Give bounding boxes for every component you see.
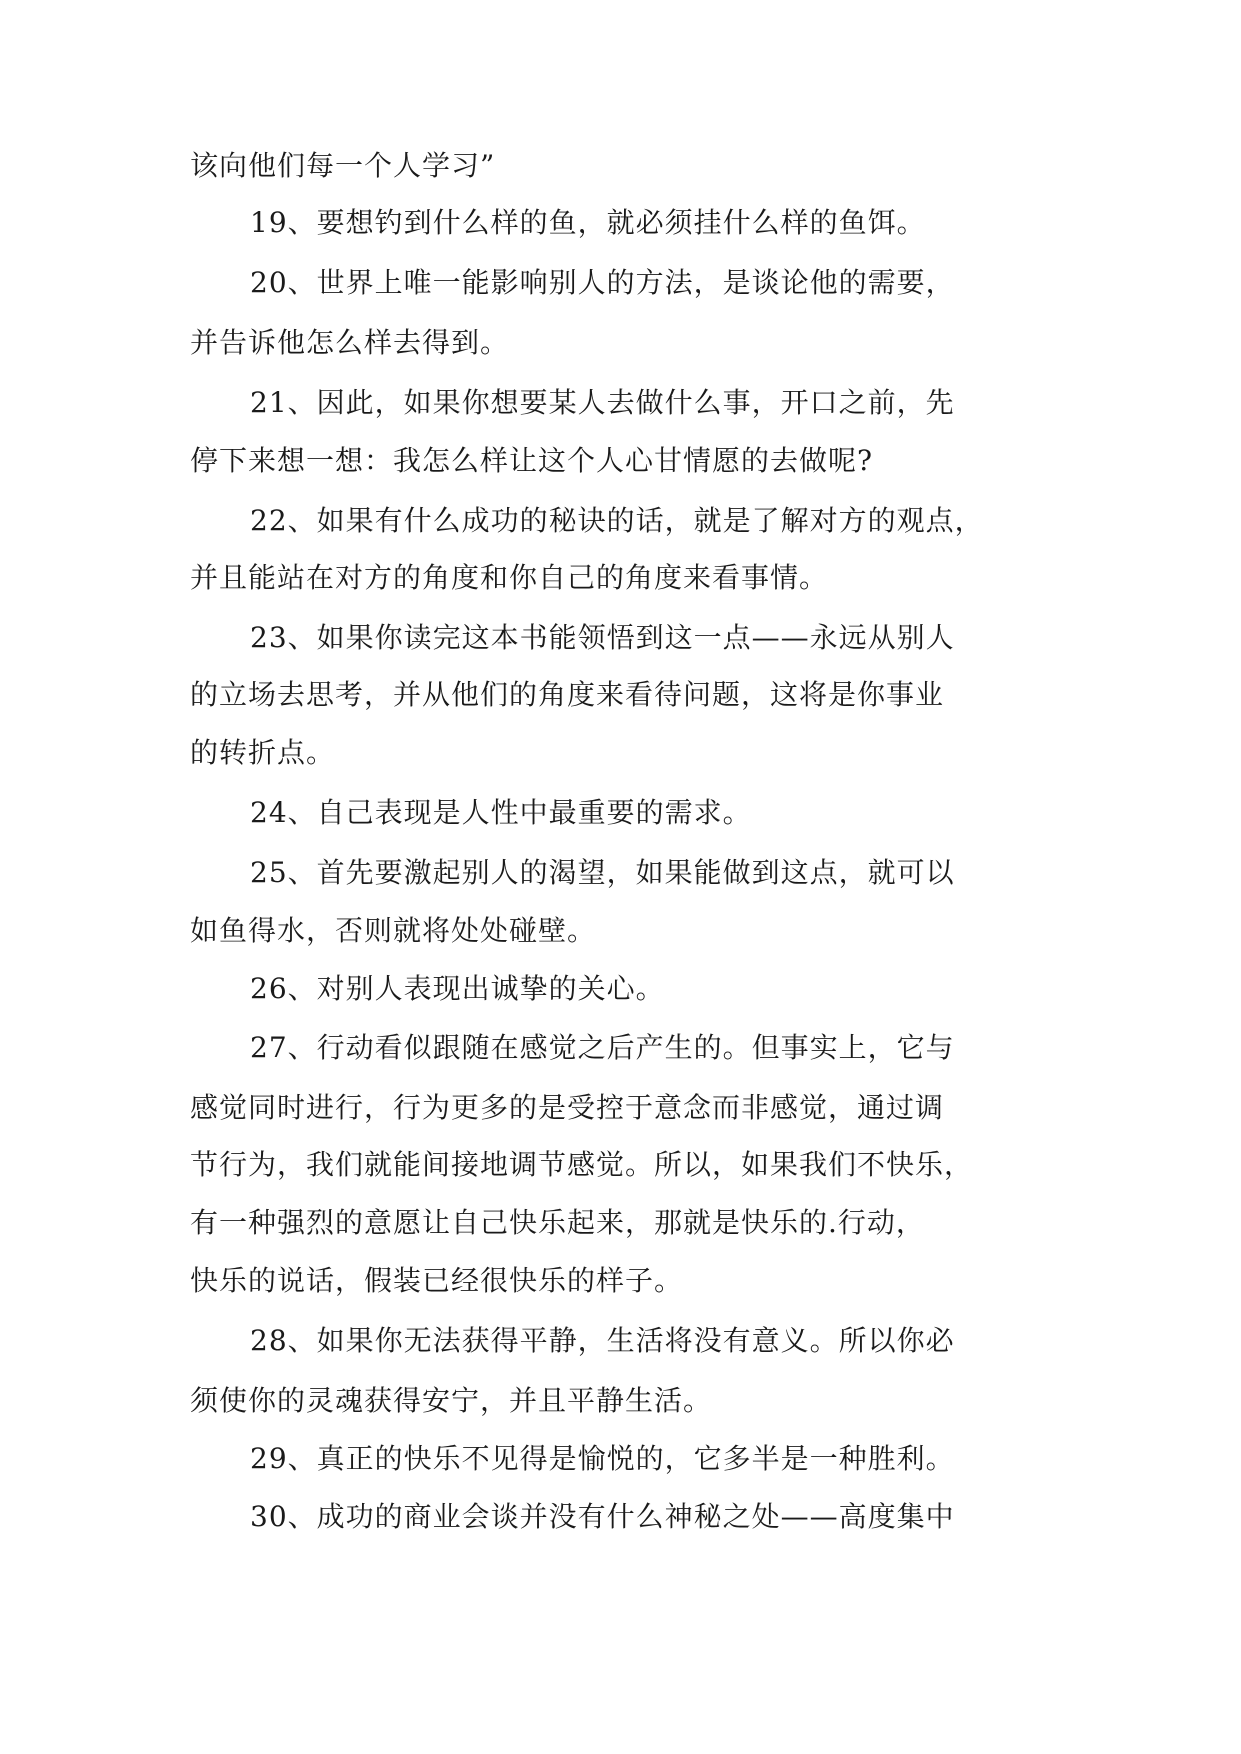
text-line: 该向他们每一个人学习”: [190, 149, 496, 182]
text-line: 快乐的说话，假装已经很快乐的样子。: [190, 1264, 684, 1297]
text-line: 19、要想钓到什么样的鱼，就必须挂什么样的鱼饵。: [250, 206, 926, 239]
text-line: 23、如果你读完这本书能领悟到这一点——永远从别人: [250, 621, 955, 654]
text-line: 28、如果你无法获得平静，生活将没有意义。所以你必: [250, 1324, 955, 1357]
text-line: 26、对别人表现出诚挚的关心。: [250, 972, 665, 1005]
text-line: 21、因此，如果你想要某人去做什么事，开口之前，先: [250, 386, 955, 419]
text-line: 有一种强烈的意愿让自己快乐起来，那就是快乐的.行动，: [190, 1206, 925, 1239]
text-line: 25、首先要激起别人的渴望，如果能做到这点，就可以: [250, 856, 955, 889]
text-line: 须使你的灵魂获得安宁，并且平静生活。: [190, 1384, 713, 1417]
text-line: 30、成功的商业会谈并没有什么神秘之处——高度集中: [250, 1500, 955, 1533]
text-line: 节行为，我们就能间接地调节感觉。所以，如果我们不快乐，: [190, 1148, 974, 1181]
text-line: 24、自己表现是人性中最重要的需求。: [250, 796, 752, 829]
text-line: 27、行动看似跟随在感觉之后产生的。但事实上，它与: [250, 1031, 955, 1064]
text-line: 感觉同时进行，行为更多的是受控于意念而非感觉，通过调: [190, 1091, 945, 1124]
text-line: 并告诉他怎么样去得到。: [190, 326, 510, 359]
text-line: 并且能站在对方的角度和你自己的角度来看事情。: [190, 561, 829, 594]
text-line: 如鱼得水，否则就将处处碰壁。: [190, 914, 597, 947]
text-line: 的转折点。: [190, 736, 336, 769]
text-line: 的立场去思考，并从他们的角度来看待问题，这将是你事业: [190, 678, 945, 711]
text-line: 29、真正的快乐不见得是愉悦的，它多半是一种胜利。: [250, 1442, 955, 1475]
text-line: 停下来想一想：我怎么样让这个人心甘情愿的去做呢?: [190, 444, 874, 477]
text-line: 22、如果有什么成功的秘诀的话，就是了解对方的观点，: [250, 504, 984, 537]
text-line: 20、世界上唯一能影响别人的方法，是谈论他的需要，: [250, 266, 955, 299]
